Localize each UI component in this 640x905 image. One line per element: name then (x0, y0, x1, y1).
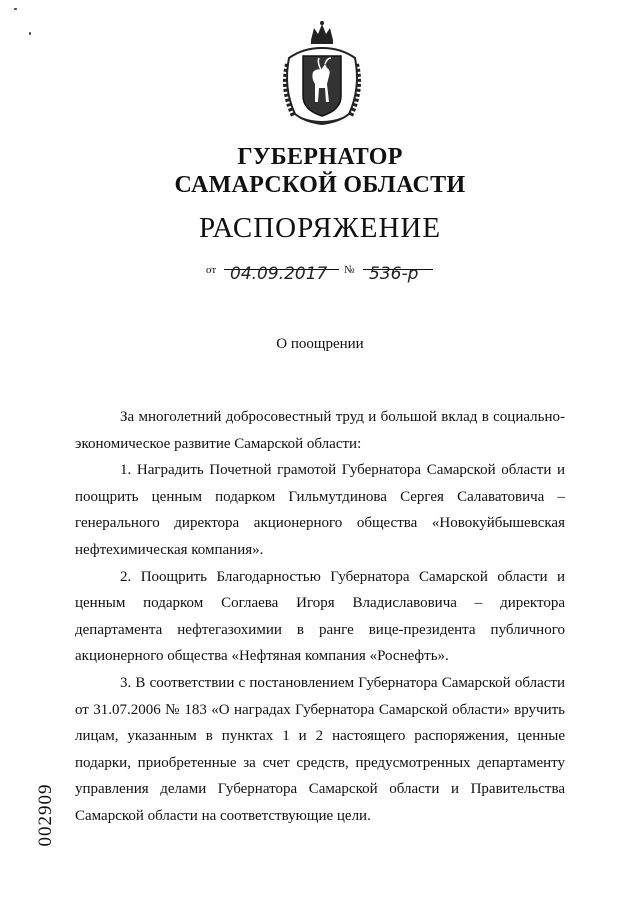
date-prefix: от (206, 264, 217, 276)
document-subject: О поощрении (276, 336, 364, 352)
issuer-title-line1: ГУБЕРНАТОР (237, 144, 403, 170)
document-type: РАСПОРЯЖЕНИЕ (198, 212, 442, 244)
stamp-number: 002909 (35, 783, 56, 847)
date-field (224, 264, 339, 284)
samara-coat-of-arms-icon (281, 18, 363, 128)
number-value: 536-р (369, 264, 419, 284)
body-intro: За многолетний добросовестный труд и большой вклад в социально-экономическое развитие Самарской области: (75, 409, 565, 452)
body-item-1: 1. Наградить Почетной грамотой Губернатора Самарской области и поощрить ценным подарком Гильмутдинова Сергея Салаватовича – генерального директора акционерного общества «Новокуйбышевская нефтехимическая компания». (75, 462, 565, 558)
document-body (75, 404, 565, 830)
date-value: 04.09.2017 (230, 264, 328, 284)
number-field (363, 264, 433, 284)
number-prefix: № (344, 264, 355, 276)
registration-stamp (33, 775, 59, 855)
issuer-title-line2: САМАРСКОЙ ОБЛАСТИ (174, 172, 466, 198)
body-item-3: 3. В соответствии с постановлением Губернатора Самарской области от 31.07.2006 № 183 «О наградах Губернатора Самарской области» вручить лицам, указанным в пунктах 1 и 2 настоящего распоряжения, ценные подарки, приобретенные за счет средств, предусмотренных департаменту управления делами Губернатора Самарской области и Правительства Самарской области на соответствующие цели. (75, 674, 565, 824)
scan-speck (14, 8, 17, 10)
scan-speck (29, 32, 31, 35)
body-item-2: 2. Поощрить Благодарностью Губернатора Самарской области и ценным подарком Соглаева Игоря Владиславовича – директора департамента нефтегазохимии в ранге вице-президента публичного акционерного общества «Нефтяная компания «Роснефть». (75, 568, 565, 665)
